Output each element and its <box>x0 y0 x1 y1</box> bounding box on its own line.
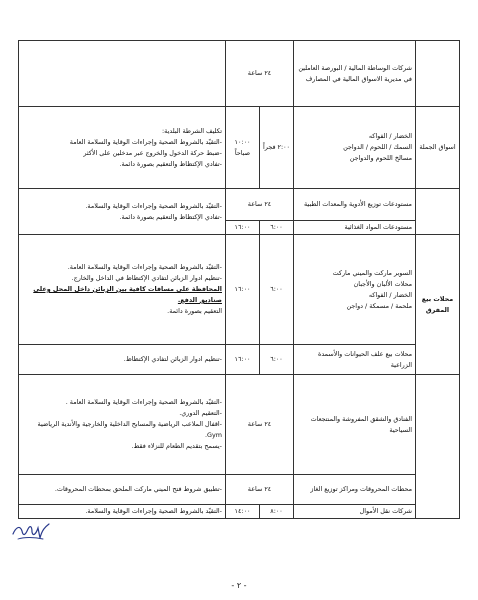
procedures-cell <box>19 189 226 235</box>
from-cell: ٦:٠٠ <box>260 221 294 235</box>
table-row <box>19 505 460 519</box>
shop-cell: مستودعات توزيع الأدوية والمعدات الطبية <box>294 189 416 221</box>
shop-cell <box>294 235 416 345</box>
shop-line: السمك / اللحوم / الدواجن <box>343 143 412 151</box>
procedure-line: -التقيّد بالشروط الصحية وإجراءات الوقاية والسلامة. <box>85 201 222 210</box>
shop-line: الخضار / الفواكه <box>368 290 412 299</box>
table-row <box>19 475 460 505</box>
procedures-cell <box>19 375 226 475</box>
to-cell: ١٠:٠٠ صباحاً <box>225 107 259 189</box>
table-row <box>19 375 460 475</box>
category-cell <box>416 375 460 519</box>
procedure-line: -التقيّد بالشروط الصحية وإجراءات الوقاية والسلامة العامة <box>69 137 222 146</box>
procedure-line: -تنظيم ادوار الزبائن لتفادي الإكتظاظ في الداخل والخارج. <box>71 274 222 282</box>
table-row <box>19 345 460 375</box>
category-cell <box>416 189 460 235</box>
to-cell: ١٦:٠٠ <box>225 345 259 375</box>
hours-cell: ٢٤ ساعة <box>225 41 293 107</box>
procedures-cell: -تنظيم ادوار الزبائن لتفادي الإكتظاظ. <box>19 345 226 375</box>
shop-line: مسالخ اللحوم والدواجن <box>349 154 412 162</box>
shop-line: السوبر ماركت والميني ماركت <box>332 268 412 277</box>
shop-cell: شركات الوساطة المالية / البورصة العاملين في مديرية الاسواق المالية في المصارف <box>294 41 416 107</box>
shop-cell: الفنادق والشقق المفروشة والمنتجعات السياحية <box>294 375 416 475</box>
table-row <box>19 107 460 189</box>
hours-cell: ٢٤ ساعة <box>225 475 293 505</box>
table-row <box>19 189 460 221</box>
procedure-line: -التعقيم الدوري. <box>179 409 222 417</box>
procedure-line: -التقيّد بالشروط الصحية وإجراءات الوقاية والسلامة العامة. <box>67 263 222 271</box>
shop-line: محلات الألبان والأجبان <box>353 279 412 288</box>
shop-cell: محطات المحروقات ومراكز توزيع الغاز <box>294 475 416 505</box>
procedures-cell: -التقيّد بالشروط الصحية وإجراءات الوقاية والسلامة. <box>19 505 226 519</box>
page-number: - ٢ - <box>231 581 247 590</box>
to-cell: ١٤:٠٠ <box>225 505 259 519</box>
procedure-line: -يسمح بتقديم الطعام للنزلاء فقط. <box>131 442 222 450</box>
procedures-cell: -تطبيق شروط فتح الميني ماركت الملحق بمحطات المحروقات. <box>19 475 226 505</box>
from-cell: ٦:٠٠ <box>260 235 294 345</box>
table-row <box>19 41 460 107</box>
procedures-cell <box>19 41 226 107</box>
procedures-cell <box>19 235 226 345</box>
shop-line: ملحمة / مسمكة / دواجن <box>346 301 412 310</box>
from-cell: ٨:٠٠ <box>260 505 294 519</box>
hours-cell: ٢٤ ساعة <box>225 375 293 475</box>
procedure-line: -تفادي الإكتظاظ والتعقيم بصورة دائمة. <box>119 212 222 221</box>
procedure-emphasis: المحافظة على مسافات كافية بين الزبائن داخل المحل وعلى صناديق الدفع. <box>33 285 222 304</box>
procedure-line: -اقفال الملاعب الرياضية والمسابح الداخلية والخارجية والأندية الرياضية Gym. <box>37 420 222 439</box>
category-cell: محلات بيع المفرق <box>416 235 460 375</box>
category-cell: اسواق الجملة <box>416 107 460 189</box>
procedure-line: التعقيم بصورة دائمة. <box>167 307 222 315</box>
procedure-line: تكليف الشرطة البلدية: <box>162 126 222 135</box>
to-cell: ١٦:٠٠ <box>225 235 259 345</box>
shop-cell <box>294 107 416 189</box>
shop-cell: شركات نقل الأموال <box>294 505 416 519</box>
shop-line: الخضار / الفواكه <box>368 132 412 140</box>
signature-mark <box>10 518 52 544</box>
shop-cell: محلات بيع علف الحيوانات والأسمدة الزراعية <box>294 345 416 375</box>
table-row <box>19 235 460 345</box>
procedure-line: -ضبط حركة الدخول والخروج عبر مدخلين على الأكثر <box>83 148 222 157</box>
hours-cell: ٢٤ ساعة <box>225 189 293 221</box>
from-cell: ٢:٠٠ فجراً <box>260 107 294 189</box>
schedule-table <box>18 40 460 519</box>
from-cell: ٦:٠٠ <box>260 345 294 375</box>
category-cell <box>416 41 460 107</box>
to-cell: ١٦:٠٠ <box>225 221 259 235</box>
procedures-cell <box>19 107 226 189</box>
shop-cell: مستودعات المواد الغذائية <box>294 221 416 235</box>
procedure-line: -التقيّد بالشروط الصحية وإجراءات الوقاية والسلامة العامة . <box>65 398 222 406</box>
procedure-line: -تفادي الإكتظاظ والتعقيم بصورة دائمة. <box>119 159 222 168</box>
